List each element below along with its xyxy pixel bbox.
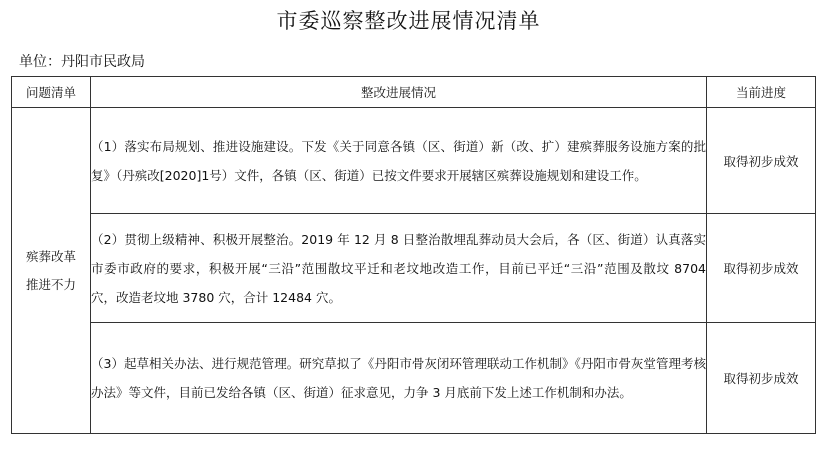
progress-content-2: （2）贯彻上级精神、积极开展整治。2019 年 12 月 8 日整治散埋乱葬动员大会后，各（区、街道）认真落实市委市政府的要求，积极开展“三沿”范围散坟平迁和老坟地改造工作，目前已平迁“三沿”范围及散坟 8704 穴，改造老坟地 3780 穴，合计 12484 穴。 bbox=[91, 214, 707, 323]
table-row bbox=[12, 108, 816, 214]
issue-line-1: 殡葬改革 bbox=[25, 248, 76, 264]
unit-label: 单位：丹阳市民政局 bbox=[19, 54, 145, 70]
header-issue: 问题清单 bbox=[12, 77, 91, 108]
document-title: 市委巡察整改进展情况清单 bbox=[276, 9, 541, 33]
status-cell-3: 取得初步成效 bbox=[707, 323, 816, 434]
issue-cell bbox=[12, 108, 91, 434]
header-status: 当前进度 bbox=[707, 77, 816, 108]
header-progress: 整改进展情况 bbox=[91, 77, 707, 108]
table-row bbox=[12, 214, 816, 323]
table-header-row bbox=[12, 77, 816, 108]
table-row bbox=[12, 323, 816, 434]
issue-line-2: 推进不力 bbox=[25, 276, 76, 292]
progress-content-1: （1）落实布局规划、推进设施建设。下发《关于同意各镇（区、街道）新（改、扩）建殡葬服务设施方案的批复》（丹殡改[2020]1号）文件，各镇（区、街道）已按文件要求开展辖区殡葬设施规划和建设工作。 bbox=[91, 108, 707, 214]
status-cell-1: 取得初步成效 bbox=[707, 108, 816, 214]
status-cell-2: 取得初步成效 bbox=[707, 214, 816, 323]
progress-content-3: （3）起草相关办法、进行规范管理。研究草拟了《丹阳市骨灰闭环管理联动工作机制》《丹阳市骨灰堂管理考核办法》等文件，目前已发给各镇（区、街道）征求意见，力争 3 月底前下发上述工作机制和办法。 bbox=[91, 323, 707, 434]
rectification-table bbox=[11, 76, 816, 434]
